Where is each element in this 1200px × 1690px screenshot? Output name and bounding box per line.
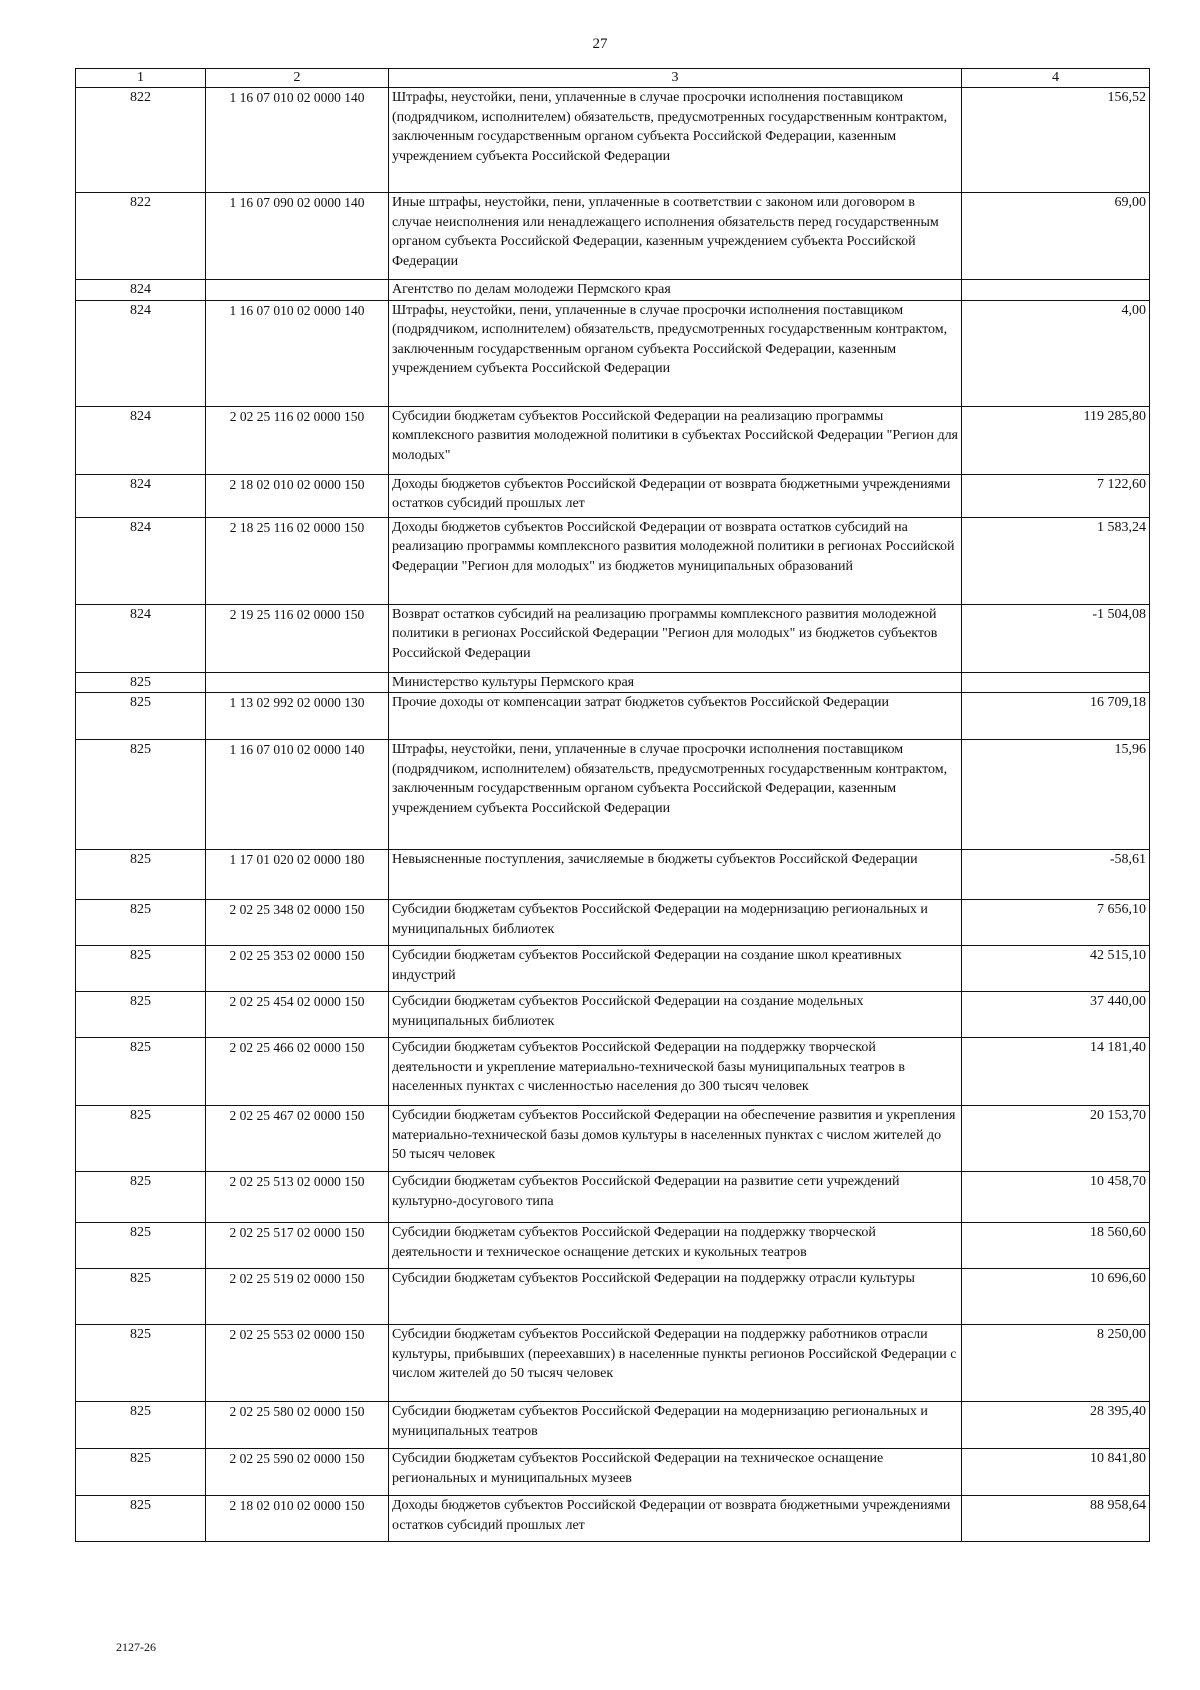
row-budget-code: 2 02 25 116 02 0000 150 xyxy=(206,406,389,474)
table-row xyxy=(76,1325,1150,1402)
row-department-code: 825 xyxy=(76,946,206,992)
row-amount: 8 250,00 xyxy=(962,1325,1150,1402)
row-amount: 4,00 xyxy=(962,300,1150,406)
row-description: Субсидии бюджетам субъектов Российской Федерации на обеспечение развития и укрепления материально-технической базы домов культуры в населенных пунктах с числом жителей до 50 тысяч человек xyxy=(389,1106,962,1172)
row-budget-code: 2 02 25 353 02 0000 150 xyxy=(206,946,389,992)
table-row xyxy=(76,1496,1150,1542)
row-amount: 18 560,60 xyxy=(962,1223,1150,1269)
header-col-4: 4 xyxy=(962,69,1150,88)
table-row xyxy=(76,1449,1150,1496)
row-budget-code: 2 18 25 116 02 0000 150 xyxy=(206,517,389,604)
row-department-code: 825 xyxy=(76,1449,206,1496)
row-description: Субсидии бюджетам субъектов Российской Федерации на модернизацию региональных и муниципальных театров xyxy=(389,1402,962,1449)
header-col-2: 2 xyxy=(206,69,389,88)
row-description: Субсидии бюджетам субъектов Российской Федерации на техническое оснащение региональных и муниципальных музеев xyxy=(389,1449,962,1496)
page-number: 27 xyxy=(592,36,608,52)
row-budget-code xyxy=(206,280,389,301)
row-budget-code: 2 02 25 590 02 0000 150 xyxy=(206,1449,389,1496)
row-description: Субсидии бюджетам субъектов Российской Федерации на модернизацию региональных и муниципальных библиотек xyxy=(389,900,962,946)
table-body xyxy=(76,88,1150,1542)
row-department-code: 825 xyxy=(76,1223,206,1269)
row-amount: 15,96 xyxy=(962,740,1150,850)
row-department-code: 825 xyxy=(76,1402,206,1449)
row-amount: 20 153,70 xyxy=(962,1106,1150,1172)
row-department-code: 825 xyxy=(76,740,206,850)
row-department-code: 825 xyxy=(76,992,206,1038)
row-amount: 37 440,00 xyxy=(962,992,1150,1038)
table-row xyxy=(76,1038,1150,1106)
row-description: Министерство культуры Пермского края xyxy=(389,672,962,693)
row-amount: -1 504,08 xyxy=(962,604,1150,672)
row-budget-code: 2 02 25 519 02 0000 150 xyxy=(206,1269,389,1325)
row-budget-code: 2 18 02 010 02 0000 150 xyxy=(206,474,389,517)
row-description: Штрафы, неустойки, пени, уплаченные в случае просрочки исполнения поставщиком (подрядчиком, исполнителем) обязательств, предусмотренных государственным контрактом, заключенным государственным органом субъекта Российской Федерации, казенным учреждением субъекта Российской Федерации xyxy=(389,740,962,850)
row-amount: 88 958,64 xyxy=(962,1496,1150,1542)
table-row xyxy=(76,693,1150,740)
row-description: Субсидии бюджетам субъектов Российской Федерации на поддержку творческой деятельности и укрепление материально-технической базы муниципальных театров в населенных пунктах с численностью населения до 300 тысяч человек xyxy=(389,1038,962,1106)
row-amount: 10 696,60 xyxy=(962,1269,1150,1325)
row-department-code: 824 xyxy=(76,517,206,604)
row-department-code: 824 xyxy=(76,300,206,406)
row-department-code: 825 xyxy=(76,1496,206,1542)
row-amount: 7 656,10 xyxy=(962,900,1150,946)
table-row xyxy=(76,900,1150,946)
row-budget-code xyxy=(206,672,389,693)
row-amount: 1 583,24 xyxy=(962,517,1150,604)
row-budget-code: 2 02 25 466 02 0000 150 xyxy=(206,1038,389,1106)
table-row xyxy=(76,1223,1150,1269)
table-row xyxy=(76,300,1150,406)
row-amount: 16 709,18 xyxy=(962,693,1150,740)
row-description: Невыясненные поступления, зачисляемые в бюджеты субъектов Российской Федерации xyxy=(389,850,962,900)
row-amount: 28 395,40 xyxy=(962,1402,1150,1449)
row-department-code: 825 xyxy=(76,850,206,900)
row-description: Штрафы, неустойки, пени, уплаченные в случае просрочки исполнения поставщиком (подрядчиком, исполнителем) обязательств, предусмотренных государственным контрактом, заключенным государственным органом субъекта Российской Федерации, казенным учреждением субъекта Российской Федерации xyxy=(389,88,962,193)
table-row xyxy=(76,88,1150,193)
table-row xyxy=(76,1106,1150,1172)
row-department-code: 822 xyxy=(76,193,206,280)
row-description: Агентство по делам молодежи Пермского края xyxy=(389,280,962,301)
row-budget-code: 1 16 07 010 02 0000 140 xyxy=(206,88,389,193)
row-budget-code: 1 16 07 010 02 0000 140 xyxy=(206,740,389,850)
revenue-table xyxy=(75,68,1150,1542)
row-department-code: 825 xyxy=(76,1038,206,1106)
row-amount: -58,61 xyxy=(962,850,1150,900)
table-row xyxy=(76,517,1150,604)
row-department-code: 822 xyxy=(76,88,206,193)
row-description: Субсидии бюджетам субъектов Российской Федерации на поддержку творческой деятельности и техническое оснащение детских и кукольных театров xyxy=(389,1223,962,1269)
row-department-code: 824 xyxy=(76,604,206,672)
row-budget-code: 1 16 07 010 02 0000 140 xyxy=(206,300,389,406)
row-amount: 14 181,40 xyxy=(962,1038,1150,1106)
row-department-code: 825 xyxy=(76,1269,206,1325)
row-budget-code: 2 02 25 517 02 0000 150 xyxy=(206,1223,389,1269)
table-row xyxy=(76,406,1150,474)
row-budget-code: 2 19 25 116 02 0000 150 xyxy=(206,604,389,672)
row-budget-code: 1 17 01 020 02 0000 180 xyxy=(206,850,389,900)
row-amount: 10 841,80 xyxy=(962,1449,1150,1496)
table-row xyxy=(76,1402,1150,1449)
row-description: Доходы бюджетов субъектов Российской Федерации от возврата бюджетными учреждениями остатков субсидий прошлых лет xyxy=(389,474,962,517)
row-department-code: 824 xyxy=(76,280,206,301)
table-row xyxy=(76,1269,1150,1325)
row-description: Субсидии бюджетам субъектов Российской Федерации на поддержку работников отрасли культуры, прибывших (переехавших) в населенные пункты регионов Российской Федерации с числом жителей до 50 тысяч человек xyxy=(389,1325,962,1402)
row-description: Субсидии бюджетам субъектов Российской Федерации на поддержку отрасли культуры xyxy=(389,1269,962,1325)
row-department-code: 825 xyxy=(76,900,206,946)
row-department-code: 825 xyxy=(76,672,206,693)
table-row xyxy=(76,280,1150,301)
row-amount: 7 122,60 xyxy=(962,474,1150,517)
row-description: Прочие доходы от компенсации затрат бюджетов субъектов Российской Федерации xyxy=(389,693,962,740)
row-description: Субсидии бюджетам субъектов Российской Федерации на создание школ креативных индустрий xyxy=(389,946,962,992)
row-description: Субсидии бюджетам субъектов Российской Федерации на создание модельных муниципальных библиотек xyxy=(389,992,962,1038)
table-row xyxy=(76,193,1150,280)
table-row xyxy=(76,740,1150,850)
table-header-row xyxy=(76,69,1150,88)
row-amount: 119 285,80 xyxy=(962,406,1150,474)
header-col-3: 3 xyxy=(389,69,962,88)
row-amount: 156,52 xyxy=(962,88,1150,193)
row-description: Субсидии бюджетам субъектов Российской Федерации на реализацию программы комплексного развития молодежной политики в субъектах Российской Федерации "Регион для молодых" xyxy=(389,406,962,474)
row-department-code: 825 xyxy=(76,1325,206,1402)
row-amount xyxy=(962,672,1150,693)
table-row xyxy=(76,1172,1150,1223)
row-budget-code: 1 16 07 090 02 0000 140 xyxy=(206,193,389,280)
row-budget-code: 2 02 25 348 02 0000 150 xyxy=(206,900,389,946)
table-row xyxy=(76,946,1150,992)
row-department-code: 825 xyxy=(76,1172,206,1223)
table-row xyxy=(76,672,1150,693)
footer-code: 2127-26 xyxy=(116,1640,156,1654)
row-budget-code: 2 02 25 467 02 0000 150 xyxy=(206,1106,389,1172)
row-department-code: 825 xyxy=(76,693,206,740)
row-amount: 10 458,70 xyxy=(962,1172,1150,1223)
row-budget-code: 2 18 02 010 02 0000 150 xyxy=(206,1496,389,1542)
row-department-code: 824 xyxy=(76,474,206,517)
table-row xyxy=(76,992,1150,1038)
row-budget-code: 1 13 02 992 02 0000 130 xyxy=(206,693,389,740)
row-description: Субсидии бюджетам субъектов Российской Федерации на развитие сети учреждений культурно-досугового типа xyxy=(389,1172,962,1223)
row-department-code: 825 xyxy=(76,1106,206,1172)
row-budget-code: 2 02 25 454 02 0000 150 xyxy=(206,992,389,1038)
table-row xyxy=(76,850,1150,900)
row-department-code: 824 xyxy=(76,406,206,474)
row-description: Доходы бюджетов субъектов Российской Федерации от возврата остатков субсидий на реализацию программы комплексного развития молодежной политики в регионах Российской Федерации "Регион для молодых" из бюджетов муниципальных образований xyxy=(389,517,962,604)
row-budget-code: 2 02 25 580 02 0000 150 xyxy=(206,1402,389,1449)
row-budget-code: 2 02 25 553 02 0000 150 xyxy=(206,1325,389,1402)
row-description: Иные штрафы, неустойки, пени, уплаченные в соответствии с законом или договором в случае неисполнения или ненадлежащего исполнения обязательств перед государственным органом субъекта Российской Федерации, казенным учреждением субъекта Российской Федерации xyxy=(389,193,962,280)
table-row xyxy=(76,474,1150,517)
row-amount: 69,00 xyxy=(962,193,1150,280)
row-amount: 42 515,10 xyxy=(962,946,1150,992)
row-budget-code: 2 02 25 513 02 0000 150 xyxy=(206,1172,389,1223)
row-description: Штрафы, неустойки, пени, уплаченные в случае просрочки исполнения поставщиком (подрядчиком, исполнителем) обязательств, предусмотренных государственным контрактом, заключенным государственным органом субъекта Российской Федерации, казенным учреждением субъекта Российской Федерации xyxy=(389,300,962,406)
row-amount xyxy=(962,280,1150,301)
table-row xyxy=(76,604,1150,672)
header-col-1: 1 xyxy=(76,69,206,88)
row-description: Возврат остатков субсидий на реализацию программы комплексного развития молодежной политики в регионах Российской Федерации "Регион для молодых" из бюджетов субъектов Российской Федерации xyxy=(389,604,962,672)
row-description: Доходы бюджетов субъектов Российской Федерации от возврата бюджетными учреждениями остатков субсидий прошлых лет xyxy=(389,1496,962,1542)
